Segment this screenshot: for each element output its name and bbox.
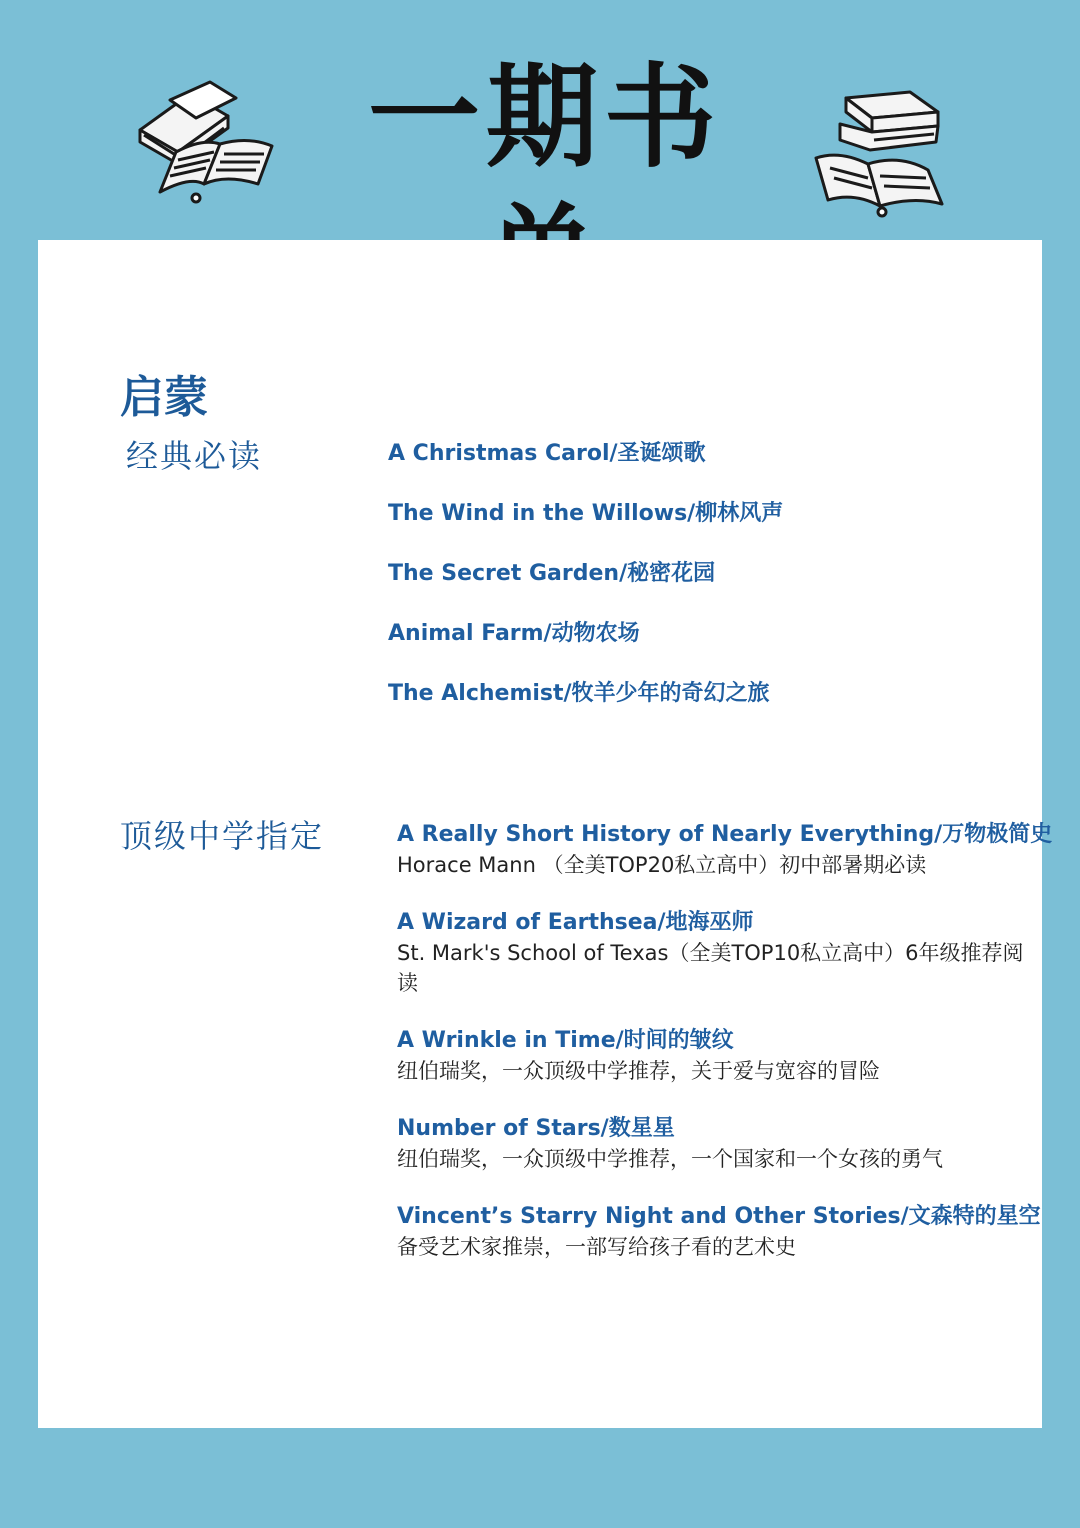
list-item: Animal Farm/动物农场 (388, 621, 640, 646)
section-classic-reads: 经典必读 (126, 437, 263, 475)
list-item: A Christmas Carol/圣诞颂歌 (388, 441, 706, 466)
header (0, 0, 1080, 240)
list-item (397, 908, 1027, 998)
book-description: 纽伯瑞奖，一众顶级中学推荐，关于爱与宽容的冒险 (397, 1059, 880, 1083)
page-title: 一期书 (368, 53, 722, 183)
list-item (397, 1026, 1027, 1086)
book-title: A Wrinkle in Time/时间的皱纹 (397, 1028, 734, 1053)
section-top-schools: 顶级中学指定 (120, 817, 325, 855)
section-title-enlightenment: 启蒙 (120, 372, 208, 423)
book-title: Vincent’s Starry Night and Other Stories/文森特的星空 (397, 1204, 1041, 1229)
book-description: 备受艺术家推崇，一部写给孩子看的艺术史 (397, 1235, 796, 1259)
book-description: St. Mark's School of Texas（全美TOP10私立高中）6年级推荐阅读 (397, 941, 1024, 995)
list-item: The Secret Garden/秘密花园 (388, 561, 716, 586)
list-item (397, 1114, 1027, 1174)
books-icon (130, 80, 280, 210)
books-stack-icon (810, 84, 950, 219)
book-title: A Really Short History of Nearly Everything/万物极简史 (397, 822, 1053, 847)
school-book-list (397, 820, 1053, 1290)
book-description: Horace Mann （全美TOP20私立高中）初中部暑期必读 (397, 853, 927, 877)
list-item: The Alchemist/牧羊少年的奇幻之旅 (388, 681, 770, 706)
list-item: The Wind in the Willows/柳林风声 (388, 501, 784, 526)
classic-book-list (388, 438, 783, 738)
list-item (397, 820, 1053, 880)
list-item (397, 1202, 1041, 1262)
book-description: 纽伯瑞奖，一众顶级中学推荐，一个国家和一个女孩的勇气 (397, 1147, 943, 1171)
book-title: A Wizard of Earthsea/地海巫师 (397, 910, 754, 935)
book-title: Number of Stars/数星星 (397, 1116, 675, 1141)
book-list-card (38, 240, 1053, 1428)
